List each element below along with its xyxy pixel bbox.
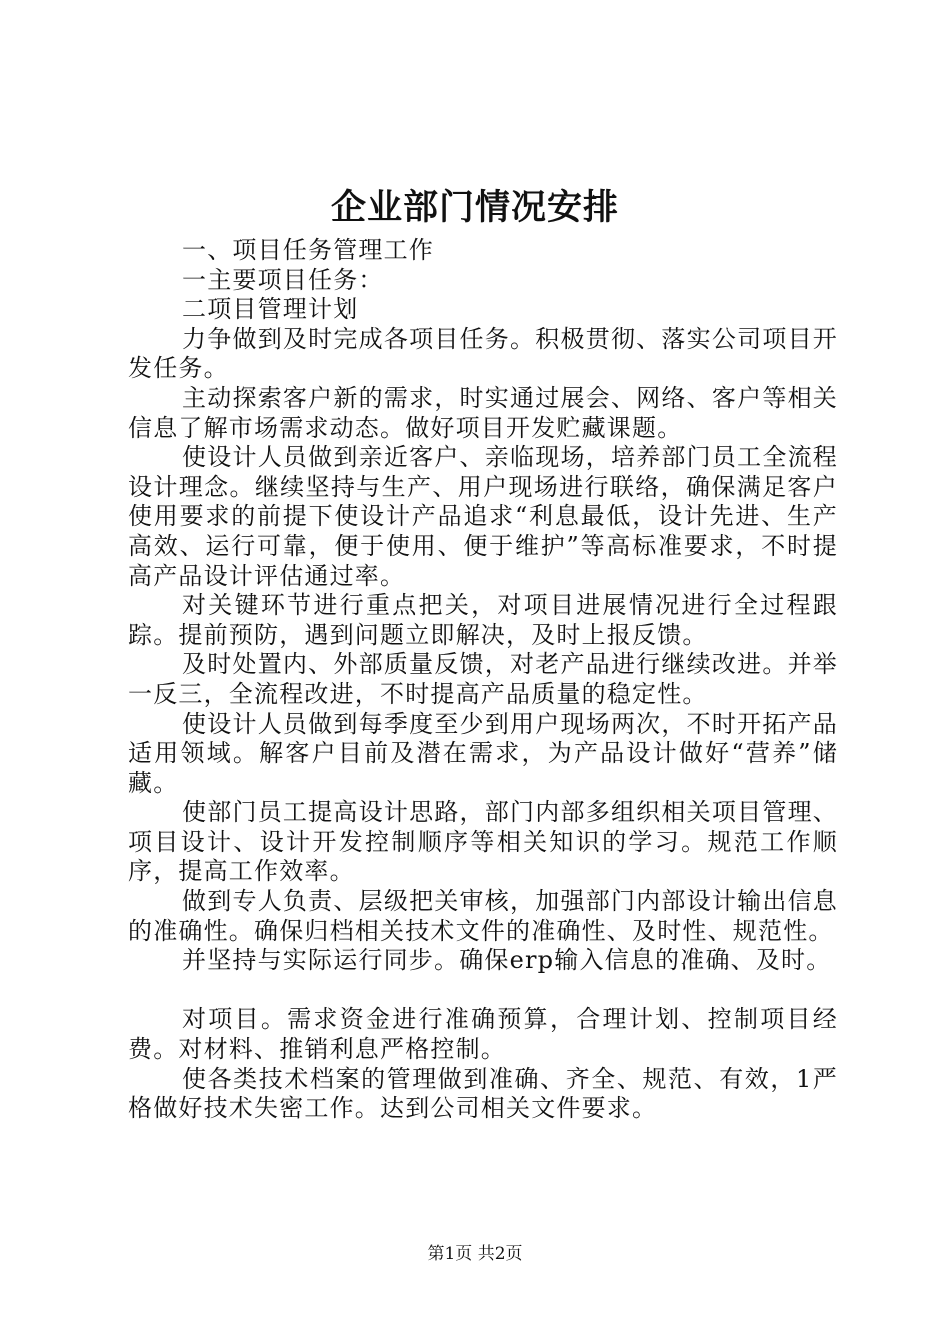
document-title: 企业部门情况安排 <box>330 188 619 228</box>
body-paragraph: 使设计人员做到亲近客户、亲临现场，培养部门员工全流程设计理念。继续坚持与生产、用户现场进行联络，确保满足客户使用要求的前提下使设计产品追求“利息最低，设计先进、生产高效、运行可靠，便于使用、便于维护”等高标准要求，不时提高产品设计评估通过率。 <box>128 443 838 590</box>
subsection-heading: 二项目管理计划 <box>182 295 359 324</box>
body-paragraph: 主动探索客户新的需求，时实通过展会、网络、客户等相关信息了解市场需求动态。做好项目开发贮藏课题。 <box>128 383 838 442</box>
page-footer: 第1页 共2页 <box>427 1244 523 1264</box>
body-paragraph: 并坚持与实际运行同步。确保erp输入信息的准确、及时。 <box>182 946 832 975</box>
body-paragraph: 做到专人负责、层级把关审核，加强部门内部设计输出信息的准确性。确保归档相关技术文件的准确性、及时性、规范性。 <box>128 887 838 945</box>
body-paragraph: 对项目。需求资金进行准确预算，合理计划、控制项目经费。对材料、推销利息严格控制。 <box>128 1005 838 1064</box>
blank-line <box>128 976 838 1006</box>
section-heading: 一、项目任务管理工作 <box>182 236 434 264</box>
subsection-heading: 一主要项目任务： <box>182 265 384 294</box>
body-paragraph: 使各类技术档案的管理做到准确、齐全、规范、有效，1严格做好技术失密工作。达到公司相关文件要求。 <box>128 1064 838 1123</box>
body-paragraph: 对关键环节进行重点把关，对项目进展情况进行全过程跟踪。提前预防，遇到问题立即解决，及时上报反馈。 <box>128 591 838 649</box>
body-paragraph: 使设计人员做到每季度至少到用户现场两次，不时开拓产品适用领域。解客户目前及潜在需求，为产品设计做好“营养”储藏。 <box>128 709 838 797</box>
document-body <box>128 236 838 1124</box>
body-paragraph: 及时处置内、外部质量反馈，对老产品进行继续改进。并举一反三，全流程改进，不时提高产品质量的稳定性。 <box>128 650 838 708</box>
body-paragraph: 力争做到及时完成各项目任务。积极贯彻、落实公司项目开发任务。 <box>128 324 838 383</box>
body-paragraph: 使部门员工提高设计思路，部门内部多组织相关项目管理、项目设计、设计开发控制顺序等相关知识的学习。规范工作顺序，提高工作效率。 <box>128 798 838 886</box>
